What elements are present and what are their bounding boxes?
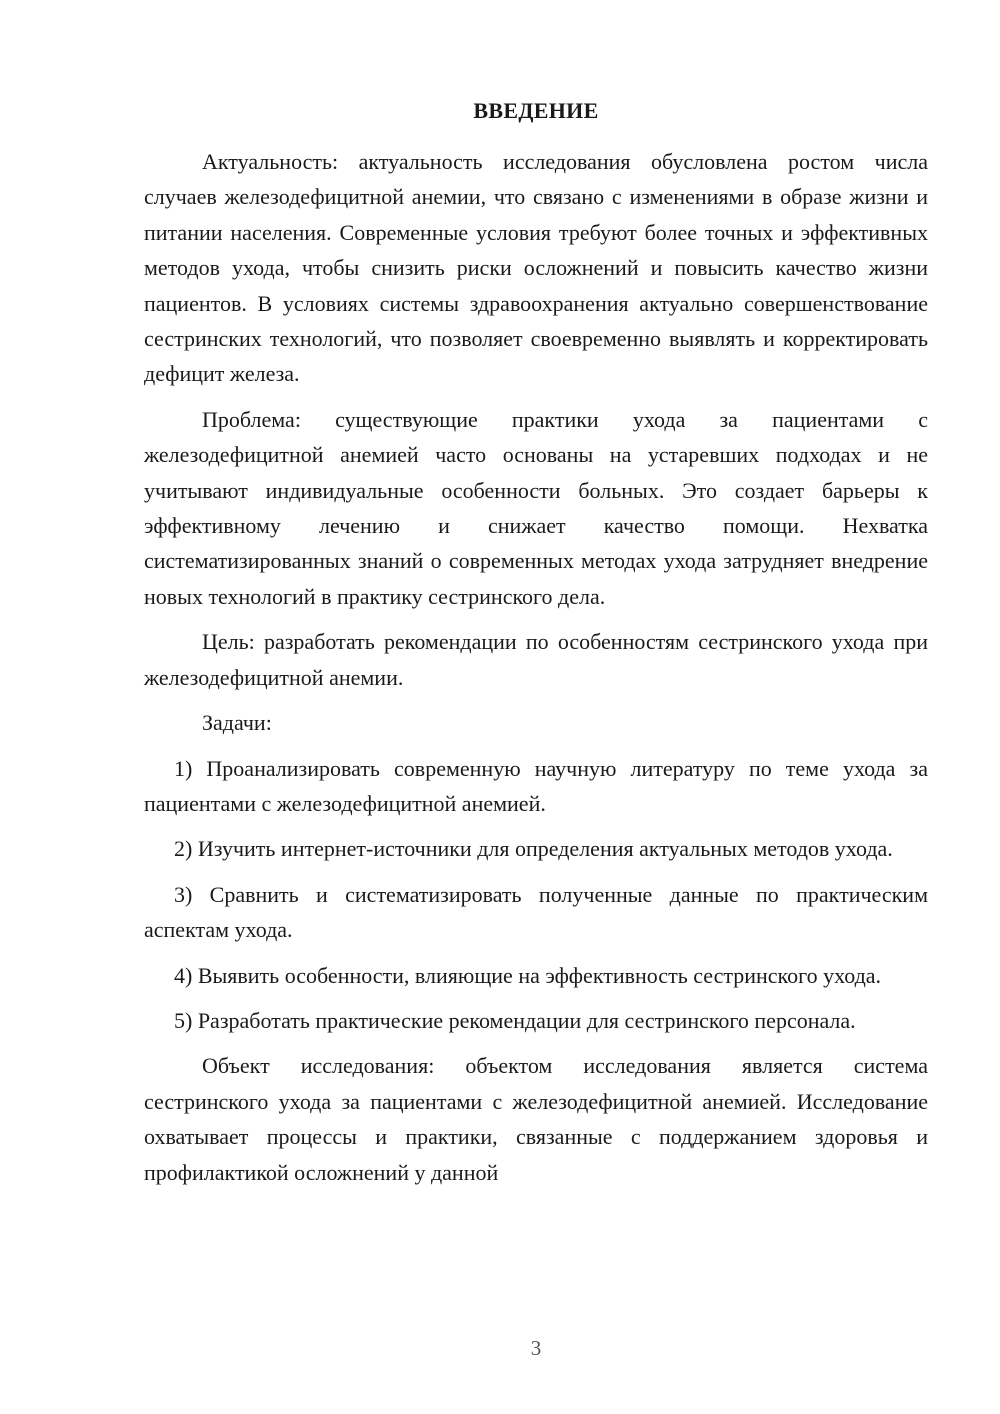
paragraph-relevance: Актуальность: актуальность исследования обусловлена ростом числа случаев железодефицитной анемии, что связано с изменениями в образе жизни и питании населения. Современные условия требуют более точных и эффективных методов ухода, чтобы снизить риски осложнений и повысить качество жизни пациентов. В условиях системы здравоохранения актуально совершенствование сестринских технологий, что позволяет своевременно выявлять и корректировать дефицит железа. xyxy=(144,149,928,387)
document-page xyxy=(144,96,928,1200)
task-item-4: 4) Выявить особенности, влияющие на эффективность сестринского ухода. xyxy=(174,962,882,988)
tasks-heading: Задачи: xyxy=(202,710,272,736)
task-item-2: 2) Изучить интернет-источники для определения актуальных методов ухода. xyxy=(174,836,893,862)
section-title: ВВЕДЕНИЕ xyxy=(473,98,599,123)
paragraph-goal: Цель: разработать рекомендации по особенностям сестринского ухода при железодефицитной анемии. xyxy=(144,629,928,690)
paragraph-object: Объект исследования: объектом исследования является система сестринского ухода за пациентами с железодефицитной анемией. Исследование охватывает процессы и практики, связанные с поддержанием здоровья и профилактикой осложнений у данной xyxy=(144,1053,928,1185)
task-item-1: 1) Проанализировать современную научную литературу по теме ухода за пациентами с железодефицитной анемией. xyxy=(144,755,928,816)
paragraph-problem: Проблема: существующие практики ухода за пациентами с железодефицитной анемией часто основаны на устаревших подходах и не учитывают индивидуальные особенности больных. Это создает барьеры к эффективному лечению и снижает качество помощи. Нехватка систематизированных знаний о современных методах ухода затрудняет внедрение новых технологий в практику сестринского дела. xyxy=(144,406,928,609)
task-item-5: 5) Разработать практические рекомендации для сестринского персонала. xyxy=(174,1007,856,1033)
page-number: 3 xyxy=(530,1336,542,1360)
task-item-3: 3) Сравнить и систематизировать полученные данные по практическим аспектам ухода. xyxy=(144,881,928,943)
